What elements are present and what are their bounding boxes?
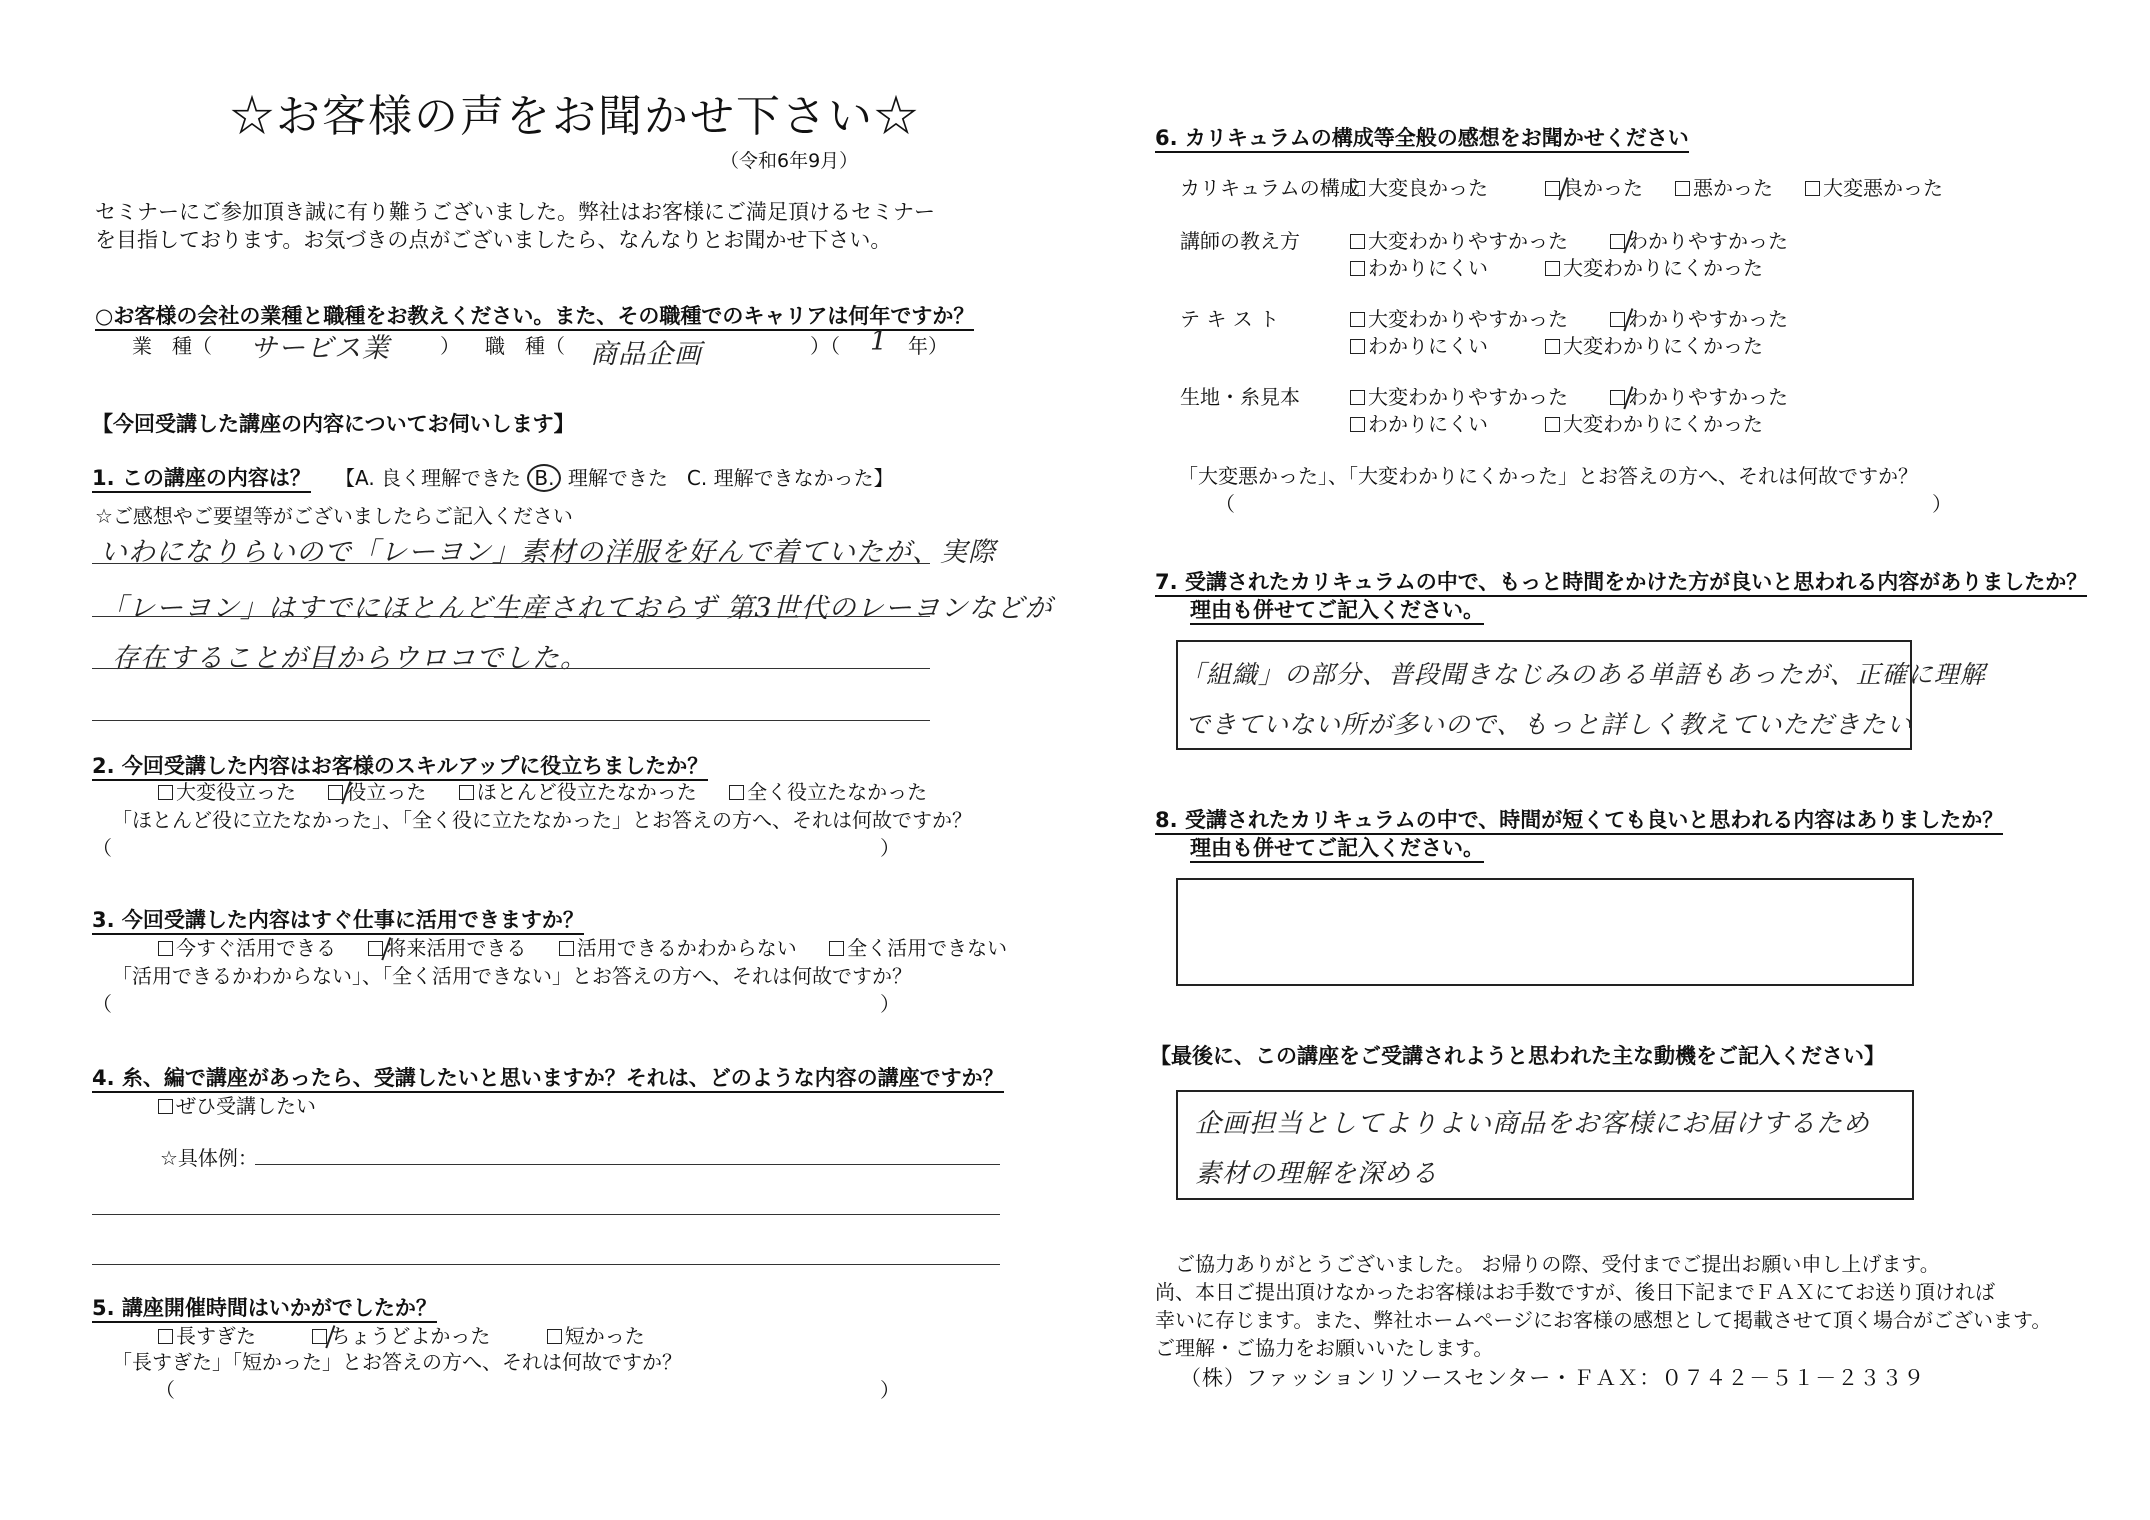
q5-option-3[interactable]: 短かった xyxy=(547,1320,645,1349)
checked-checkbox-icon[interactable] xyxy=(328,785,343,800)
q7-answer-line-2: できていない所が多いので、もっと詳しく教えていただきたい xyxy=(1185,710,1913,739)
years-value[interactable]: 1 xyxy=(870,326,889,357)
checkbox-icon[interactable] xyxy=(1350,390,1365,405)
q6-row-label-samples: 生地・糸見本 xyxy=(1180,385,1300,409)
intro-line-2: を目指しております。お気づきの点がございましたら、なんなりとお聞かせ下さい。 xyxy=(95,228,892,252)
checkbox-icon[interactable] xyxy=(547,1329,562,1344)
years-paren-open: ）（ xyxy=(810,334,840,358)
q1-options xyxy=(335,462,894,492)
q1-option-a[interactable]: 【A. 良く理解できた xyxy=(335,466,522,490)
q5-option-1[interactable]: 長すぎた xyxy=(158,1320,256,1349)
q6-row-label-curriculum: カリキュラムの構成 xyxy=(1180,176,1360,200)
q3-paren-open: （ xyxy=(92,992,112,1016)
q1-comment-prompt: ☆ご感想やご要望等がございましたらご記入ください xyxy=(95,504,573,528)
q3-paren-close: ） xyxy=(880,992,900,1016)
q1-rule-1 xyxy=(92,563,930,564)
q3-option-2[interactable]: 将来活用できる xyxy=(368,932,526,961)
checked-checkbox-icon[interactable] xyxy=(312,1329,327,1344)
q5-followup: 「長すぎた」「短かった」とお答えの方へ、それは何故ですか？ xyxy=(112,1350,682,1374)
q1-option-b-circled[interactable]: B. xyxy=(527,464,561,492)
q6-row-instructor-opt2[interactable]: わかりやすかった xyxy=(1610,225,1788,254)
industry-label: 業 種（ xyxy=(132,334,212,358)
q2-paren-close: ） xyxy=(880,836,900,860)
q3-option-1[interactable]: 今すぐ活用できる xyxy=(158,932,336,961)
q4-rule-1 xyxy=(92,1214,1000,1215)
final-question: 【最後に、この講座をご受講されようと思われた主な動機をご記入ください】 xyxy=(1150,1044,1885,1068)
q6-row-text-opt3[interactable]: わかりにくい xyxy=(1350,330,1488,359)
q2-option-4[interactable]: 全く役立たなかった xyxy=(729,776,927,805)
final-answer-line-2: 素材の理解を深める xyxy=(1195,1159,1439,1189)
q1-rule-4 xyxy=(92,720,930,721)
q3-option-4[interactable]: 全く活用できない xyxy=(829,932,1007,961)
q1-option-b-label: 理解できた xyxy=(567,466,668,490)
q2-option-3[interactable]: ほとんど役立たなかった xyxy=(459,776,697,805)
q1-question: 1. この講座の内容は？ xyxy=(92,462,311,492)
intro-line-1: セミナーにご参加頂き誠に有り難うございました。弊社はお客様にご満足頂けるセミナー xyxy=(95,200,935,224)
q1-rule-3 xyxy=(92,668,930,669)
checked-checkbox-icon[interactable] xyxy=(1610,234,1625,249)
q3-question: 3. 今回受講した内容はすぐ仕事に活用できますか？ xyxy=(92,904,584,934)
q8-answer-box[interactable] xyxy=(1176,878,1914,986)
q6-row-samples-opt2[interactable]: わかりやすかった xyxy=(1610,381,1788,410)
q6-row-curriculum-opt3[interactable]: 悪かった xyxy=(1675,172,1773,201)
q6-row-text-opt4[interactable]: 大変わかりにくかった xyxy=(1545,330,1763,359)
q6-row-curriculum-opt4[interactable]: 大変悪かった xyxy=(1805,172,1943,201)
footer-contact-fax: （株）ファッションリソースセンター・ＦＡＸ：０７４２－５１－２３３９ xyxy=(1180,1366,1926,1390)
checkbox-icon[interactable] xyxy=(1545,339,1560,354)
checked-checkbox-icon[interactable] xyxy=(1545,181,1560,196)
checkbox-icon[interactable] xyxy=(158,1329,173,1344)
q6-row-label-text: テ キ ス ト xyxy=(1180,307,1280,331)
q1-answer-line-1[interactable]: いわになりらいので「レーヨン」素材の洋服を好んで着ていたが、実際 xyxy=(100,537,996,568)
checkbox-icon[interactable] xyxy=(1350,234,1365,249)
q4-option[interactable]: ぜひ受講したい xyxy=(158,1090,316,1119)
checkbox-icon[interactable] xyxy=(729,785,744,800)
final-answer-line-1: 企画担当としてよりよい商品をお客様にお届けするため xyxy=(1195,1109,1871,1139)
q8-question: 8. 受講されたカリキュラムの中で、時間が短くても良いと思われる内容はありましたか？ xyxy=(1155,804,2003,834)
q2-option-2[interactable]: 役立った xyxy=(328,776,426,805)
q6-row-samples-opt1[interactable]: 大変わかりやすかった xyxy=(1350,381,1568,410)
checkbox-icon[interactable] xyxy=(1350,339,1365,354)
q6-row-samples-opt3[interactable]: わかりにくい xyxy=(1350,408,1488,437)
q6-row-text-opt1[interactable]: 大変わかりやすかった xyxy=(1350,303,1568,332)
q6-row-curriculum-opt1[interactable]: 大変良かった xyxy=(1350,172,1488,201)
q7-question: 7. 受講されたカリキュラムの中で、もっと時間をかけた方が良いと思われる内容がありましたか？ xyxy=(1155,566,2087,596)
q2-options xyxy=(158,776,953,805)
career-question: ○お客様の会社の業種と職種をお教えください。また、その職種でのキャリアは何年ですか？ xyxy=(95,300,974,330)
q5-paren-close: ） xyxy=(880,1378,900,1402)
q2-paren-open: （ xyxy=(92,836,112,860)
q7-reason: 理由も併せてご記入ください。 xyxy=(1190,594,1484,624)
footer-line-4: ご理解・ご協力をお願いいたします。 xyxy=(1155,1336,1494,1360)
q6-row-instructor-opt3[interactable]: わかりにくい xyxy=(1350,252,1488,281)
checkbox-icon[interactable] xyxy=(1545,261,1560,276)
checkbox-icon[interactable] xyxy=(158,785,173,800)
q8-reason: 理由も併せてご記入ください。 xyxy=(1190,832,1484,862)
job-value[interactable]: 商品企画 xyxy=(590,339,702,370)
q5-options xyxy=(158,1320,671,1349)
job-label: 職 種（ xyxy=(485,334,565,358)
q3-followup: 「活用できるかわからない」、「全く活用できない」とお答えの方へ、それは何故ですか？ xyxy=(112,964,912,988)
q6-paren-close: ） xyxy=(1932,492,1952,516)
checkbox-icon[interactable] xyxy=(829,941,844,956)
q7-answer-line-1: 「組織」の部分、普段聞きなじみのある単語もあったが、正確に理解 xyxy=(1180,660,1986,689)
footer-line-1: ご協力ありがとうございました。 お帰りの際、受付までご提出お願い申し上げます。 xyxy=(1175,1252,1940,1276)
years-close: 年） xyxy=(908,334,948,358)
q6-row-instructor-opt1[interactable]: 大変わかりやすかった xyxy=(1350,225,1568,254)
q4-example-label: ☆具体例： xyxy=(160,1146,258,1170)
footer-line-2: 尚、本日ご提出頂けなかったお客様はお手数ですが、後日下記までＦＡＸにてお送り頂ければ xyxy=(1155,1280,1995,1304)
q2-followup: 「ほとんど役に立たなかった」、「全く役に立たなかった」とお答えの方へ、それは何故ですか？ xyxy=(112,808,972,832)
q4-rule-2 xyxy=(92,1264,1000,1265)
checked-checkbox-icon[interactable] xyxy=(1610,390,1625,405)
checkbox-icon[interactable] xyxy=(158,941,173,956)
q6-paren-open: （ xyxy=(1215,492,1235,516)
q4-question: 4. 糸、編で講座があったら、受講したいと思いますか？それは、どのような内容の講座ですか？ xyxy=(92,1062,1004,1092)
q3-options xyxy=(158,932,1033,961)
q4-example-field[interactable] xyxy=(255,1164,1000,1165)
checkbox-icon[interactable] xyxy=(1675,181,1690,196)
q6-row-samples-opt4[interactable]: 大変わかりにくかった xyxy=(1545,408,1763,437)
survey-date: （令和6年9月） xyxy=(720,150,859,172)
q6-question: 6. カリキュラムの構成等全般の感想をお聞かせください xyxy=(1155,122,1689,152)
q6-followup: 「大変悪かった」、「大変わかりにくかった」とお答えの方へ、それは何故ですか？ xyxy=(1178,464,1918,488)
checkbox-icon[interactable] xyxy=(158,1099,173,1114)
q6-row-instructor-opt4[interactable]: 大変わかりにくかった xyxy=(1545,252,1763,281)
q1-answer-line-3[interactable]: 存在することが目からウロコでした。 xyxy=(112,643,588,674)
checked-checkbox-icon[interactable] xyxy=(368,941,383,956)
checkbox-icon[interactable] xyxy=(1545,417,1560,432)
checkbox-icon[interactable] xyxy=(1350,261,1365,276)
q3-option-3[interactable]: 活用できるかわからない xyxy=(559,932,797,961)
q6-row-label-instructor: 講師の教え方 xyxy=(1180,229,1300,253)
checkbox-icon[interactable] xyxy=(1350,181,1365,196)
q1-rule-2 xyxy=(92,616,930,617)
q1-option-c[interactable]: C. 理解できなかった】 xyxy=(686,466,894,490)
section-header: 【今回受講した講座の内容についてお伺いします】 xyxy=(92,412,575,436)
checkbox-icon[interactable] xyxy=(1350,417,1365,432)
checkbox-icon[interactable] xyxy=(1350,312,1365,327)
checkbox-icon[interactable] xyxy=(1805,181,1820,196)
q5-option-2[interactable]: ちょうどよかった xyxy=(312,1320,490,1349)
footer-line-3: 幸いに存じます。また、弊社ホームページにお客様の感想として掲載させて頂く場合がございます。 xyxy=(1155,1308,2052,1332)
industry-value[interactable]: サービス業 xyxy=(250,333,390,364)
q1-answer-line-2[interactable]: 「レーヨン」はすでにほとんど生産されておらず 第3世代のレーヨンなどが xyxy=(100,593,1053,624)
q6-row-text-opt2[interactable]: わかりやすかった xyxy=(1610,303,1788,332)
survey-title: ☆お客様の声をお聞かせ下さい☆ xyxy=(230,91,920,142)
q2-question: 2. 今回受講した内容はお客様のスキルアップに役立ちましたか？ xyxy=(92,750,708,780)
q5-question: 5. 講座開催時間はいかがでしたか？ xyxy=(92,1292,437,1322)
checkbox-icon[interactable] xyxy=(459,785,474,800)
q6-row-curriculum-opt2[interactable]: 良かった xyxy=(1545,172,1643,201)
q5-paren-open: （ xyxy=(155,1378,175,1402)
checked-checkbox-icon[interactable] xyxy=(1610,312,1625,327)
q2-option-1[interactable]: 大変役立った xyxy=(158,776,296,805)
industry-paren-close: ） xyxy=(440,334,460,358)
checkbox-icon[interactable] xyxy=(559,941,574,956)
